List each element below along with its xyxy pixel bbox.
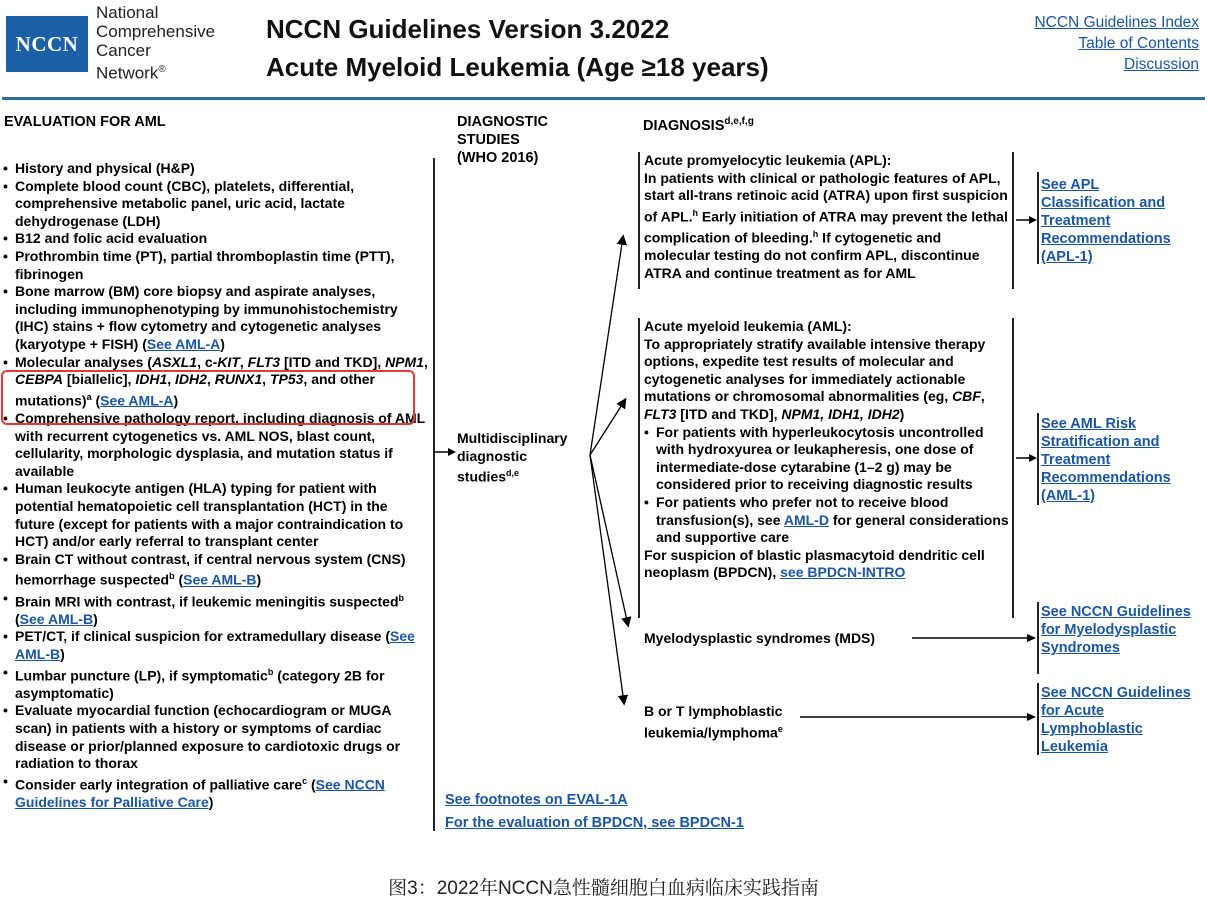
title-line-1: NCCN Guidelines Version 3.2022 [266,14,670,44]
list-item: • Comprehensive pathology report, including diagnosis of AML with recurrent cytogenetics vs. AML NOS, blast count, cellularity, morphologic dysplasia, and mutation status if available [2,410,430,480]
aml-body: To appropriately stratify available intensive therapy options, expedite test results of molecular and cytogenetic analyses for immediately actionable mutations or chromosomal abnormalities (eg, CBF, FLT3 [ITD and TKD], NPM1, IDH1, IDH2) [644,335,986,422]
page-title [266,10,769,86]
org-line: Network® [96,63,166,83]
all-guidelines-link[interactable]: See NCCN Guidelines for Acute Lymphoblastic Leukemia [1041,685,1191,755]
aml-bracket-right [1012,318,1014,618]
figure-caption: 图3：2022年NCCN急性髓细胞白血病临床实践指南 [388,878,819,899]
list-item: • For patients with hyperleukocytosis uncontrolled with hydroxyurea or leukapheresis, one dose of intermediate-dose cytarabine (1–2 g) may be considered prior to receiving diagnostic results [644,424,1010,494]
apl-recommendations-link[interactable]: See APL Classification and Treatment Recommendations (APL-1) [1041,177,1171,265]
arrow-to-all [590,455,624,703]
org-line: National [96,3,159,22]
table-of-contents-link[interactable]: Table of Contents [1078,35,1199,52]
all-label: B or T lymphoblastic leukemia/lymphoma$^e$ [644,703,783,741]
all-link-bracket [1037,683,1039,755]
multidisciplinary-studies: Multidisciplinary diagnostic studies$^{d,e}$ [457,430,568,485]
list-item: • Bone marrow (BM) core biopsy and aspirate analyses, including immunophenotyping by immunohistochemistry (IHC) stains + flow cytometry and cytogenetic analyses (karyotype + FISH) (See AML-A) [2,283,430,353]
arrow-right-icon [1014,451,1038,465]
discussion-link[interactable]: Discussion [1124,56,1199,73]
list-item: • Evaluate myocardial function (echocardiogram or MUGA scan) in patients with a history or symptoms of cardiac disease or prior/planned exposure to cardiotoxic drugs or radiation to thorax [2,702,430,772]
apl-link-bracket [1037,172,1039,264]
arrow-right-icon [912,631,1037,645]
org-line: Cancer [96,41,151,60]
mds-link-bracket [1037,602,1039,674]
list-item: • Complete blood count (CBC), platelets, differential, comprehensive metabolic panel, uric acid, lactate dehydrogenase (LDH) [2,178,430,231]
bpdcn-intro-link[interactable]: see BPDCN-INTRO [780,564,906,581]
top-nav-links [1034,12,1199,75]
arrow-right-icon [1014,213,1038,227]
footnotes-link[interactable]: See footnotes on EVAL-1A [445,792,628,808]
logo-text: NCCN [15,31,79,56]
list-item: • Human leukocyte antigen (HLA) typing for patient with potential hematopoietic cell transplantation (HCT) in the future (except for patients with a major contraindication to HCT) and/or early referral to transplant center [2,480,430,550]
arrow-right-icon [800,710,1038,724]
list-item: • Prothrombin time (PT), partial thromboplastin time (PTT), fibrinogen [2,248,430,283]
list-item: • Brain CT without contrast, if central nervous system (CNS) hemorrhage suspected$^b$ (See AML-B) [2,551,430,590]
mds-guidelines-link[interactable]: See NCCN Guidelines for Myelodysplastic Syndromes [1041,604,1191,656]
diagnosis-arrows [580,230,640,710]
title-line-2: Acute Myeloid Leukemia (Age ≥18 years) [266,52,769,82]
diagnosis-header: DIAGNOSIS$^{d,e,f,g}$ [643,116,754,134]
aml-b-link[interactable]: See AML-B [183,571,257,588]
aml-b-link[interactable]: See AML-B [19,610,94,627]
aml-recommendations-link[interactable]: See AML Risk Stratification and Treatment Recommendations (AML-1) [1041,416,1171,504]
aml-d-link[interactable]: AML-D [783,511,829,528]
evaluation-divider [433,158,435,831]
apl-block [644,152,1010,282]
guidelines-index-link[interactable]: NCCN Guidelines Index [1034,14,1199,31]
list-item: • B12 and folic acid evaluation [2,230,430,248]
aml-a-link[interactable]: See AML-A [100,392,174,409]
aml-b-link[interactable]: See AML-B [15,628,415,662]
bpdcn-note: For suspicion of blastic plasmacytoid dendritic cell neoplasm (BPDCN), see BPDCN-INTRO [644,546,985,581]
arrow-to-apl [590,237,623,455]
list-item: • History and physical (H&P) [2,160,430,178]
list-item: • Brain MRI with contrast, if leukemic meningitis suspected$^b$ (See AML-B) [2,590,430,629]
bpdcn-evaluation-link[interactable]: For the evaluation of BPDCN, see BPDCN-1 [445,815,744,831]
aml-block [644,318,1010,582]
aml-title: Acute myeloid leukemia (AML): [644,318,852,334]
list-item: • Lumbar puncture (LP), if symptomatic$^b$ (category 2B for asymptomatic) [2,664,430,703]
arrow-to-mds [590,455,628,625]
org-line: Comprehensive [96,22,216,41]
evaluation-header: EVALUATION FOR AML [4,114,166,130]
apl-title: Acute promyelocytic leukemia (APL): [644,152,892,168]
evaluation-list [2,160,430,812]
organization-name [96,3,215,83]
diagnostic-studies-header: DIAGNOSTIC STUDIES (WHO 2016) [457,114,549,166]
apl-body: In patients with clinical or pathologic features of APL, start all-trans retinoic acid (ATRA) upon first suspicion of APL.$^h$ Early initiation of ATRA may prevent the lethal complication of bleeding.$^h$ If cytogenetic and molecular testing do not confirm APL, discontinue ATRA and continue treatment as for AML [644,169,1008,281]
header-divider [2,97,1205,100]
highlight-box [1,370,415,425]
aml-bracket-left [638,318,640,618]
palliative-care-link[interactable]: See NCCN Guidelines for Palliative Care [15,776,385,811]
mds-label: Myelodysplastic syndromes (MDS) [644,630,876,646]
aml-a-link[interactable]: See AML-A [146,335,221,352]
arrow-right-icon [433,445,457,459]
list-item: • PET/CT, if clinical suspicion for extramedullary disease (See AML-B) [2,628,430,663]
list-item: • Consider early integration of palliative care$^c$ (See NCCN Guidelines for Palliative Care) [2,773,430,812]
nccn-logo [6,16,88,72]
list-item-molecular: • Molecular analyses (ASXL1, c-KIT, FLT3 [ITD and TKD], NPM1, CEBPA [biallelic], IDH1, IDH2, RUNX1, TP53, and other mutations)$^a$ (See AML-A) [2,354,430,410]
aml-link-bracket [1037,413,1039,505]
arrow-to-aml [590,400,625,455]
apl-bracket-left [638,152,640,289]
list-item: • For patients who prefer not to receive blood transfusion(s), see AML-D for general considerations and supportive care [644,494,1010,547]
